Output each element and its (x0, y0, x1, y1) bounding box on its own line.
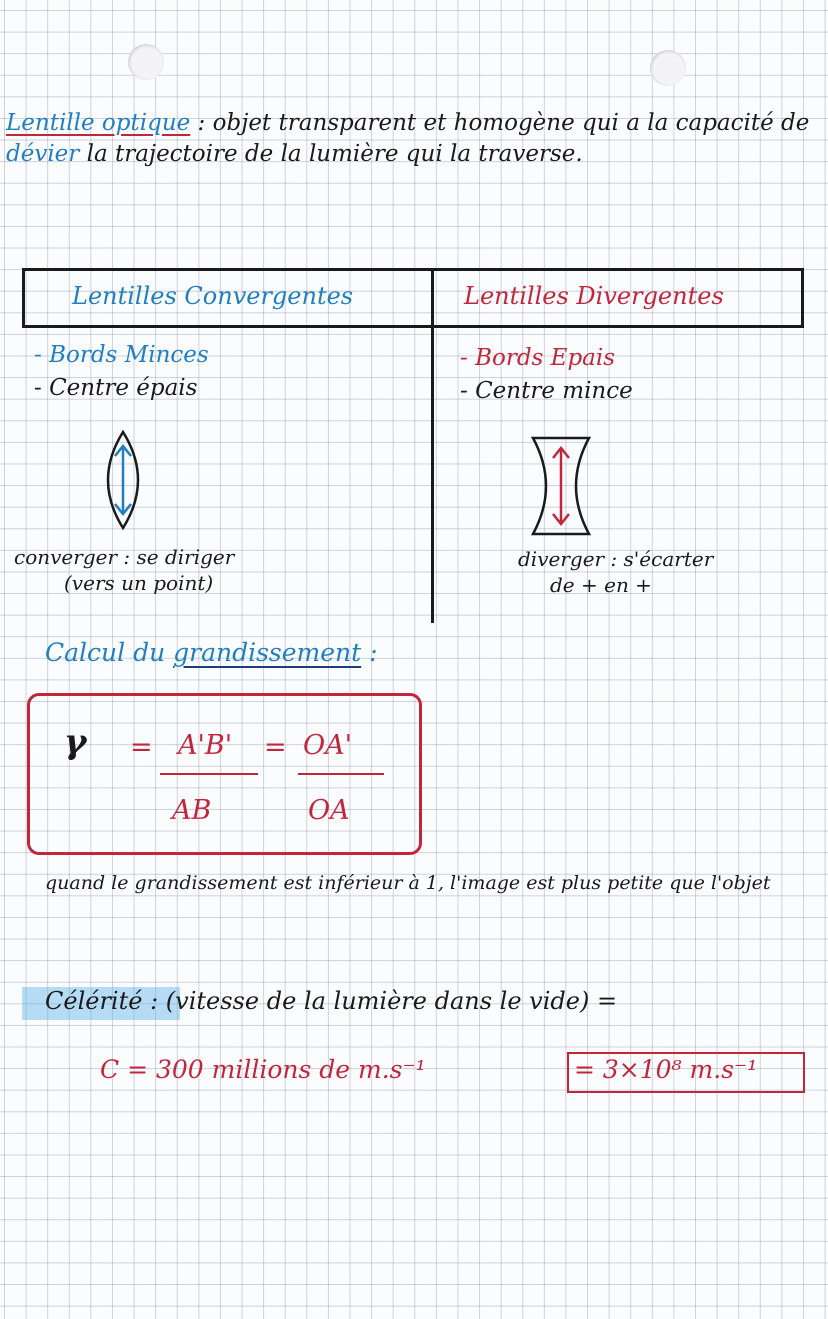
definition-verb: dévier (6, 141, 80, 167)
celerite-description: (vitesse de la lumière dans le vide) = (165, 987, 618, 1015)
convergent-item-1: - Bords Minces (34, 342, 209, 368)
grandissement-note: quand le grandissement est inférieur à 1, l'image est plus petite que l'objet (45, 872, 771, 894)
grandissement-heading (45, 638, 378, 667)
table-divider (431, 268, 434, 623)
formula-equals: = (130, 732, 153, 763)
divergent-lens-icon (527, 432, 595, 540)
celerite-label: Célérité (45, 987, 143, 1015)
celerite-colon: : (142, 987, 166, 1015)
diverger-definition-line1: diverger : s'écarter (518, 547, 714, 571)
grandissement-heading-word: grandissement (173, 638, 362, 667)
formula-mid-equals: = (264, 732, 287, 763)
converger-definition-line1: converger : se diriger (14, 545, 235, 569)
header-convergentes: Lentilles Convergentes (72, 282, 354, 310)
formula-numerator-1: A'B' (178, 730, 233, 761)
definition-part1: : objet transparent et homogène qui a la capacité de (190, 110, 810, 136)
fraction-bar-2 (298, 773, 384, 775)
definition-part2: la trajectoire de la lumière qui la traverse. (79, 141, 583, 167)
celerite-value: C = 300 millions de m.s⁻¹ (100, 1055, 426, 1084)
celerite-line (45, 987, 617, 1015)
header-divergentes: Lentilles Divergentes (464, 282, 724, 310)
gamma-symbol: γ (64, 722, 87, 762)
formula-numerator-2: OA' (303, 730, 353, 761)
punch-hole-right (650, 50, 686, 86)
convergent-item-2: - Centre épais (34, 375, 198, 401)
convergent-lens-icon (95, 428, 151, 532)
converger-definition-line2: (vers un point) (64, 571, 214, 595)
grandissement-heading-prefix: Calcul du (45, 638, 174, 667)
diverger-definition-line2: de + en + (550, 573, 652, 597)
definition-term: Lentille optique (6, 110, 191, 136)
grandissement-heading-suffix: : (361, 638, 378, 667)
formula-denominator-2: OA (308, 795, 350, 826)
fraction-bar-1 (160, 773, 258, 775)
definition-text (6, 108, 811, 170)
punch-hole-left (128, 44, 164, 80)
divergent-item-2: - Centre mince (460, 378, 633, 404)
formula-denominator-1: AB (172, 795, 212, 826)
celerite-boxed-value: = 3×10⁸ m.s⁻¹ (574, 1055, 758, 1084)
divergent-item-1: - Bords Epais (460, 345, 616, 371)
